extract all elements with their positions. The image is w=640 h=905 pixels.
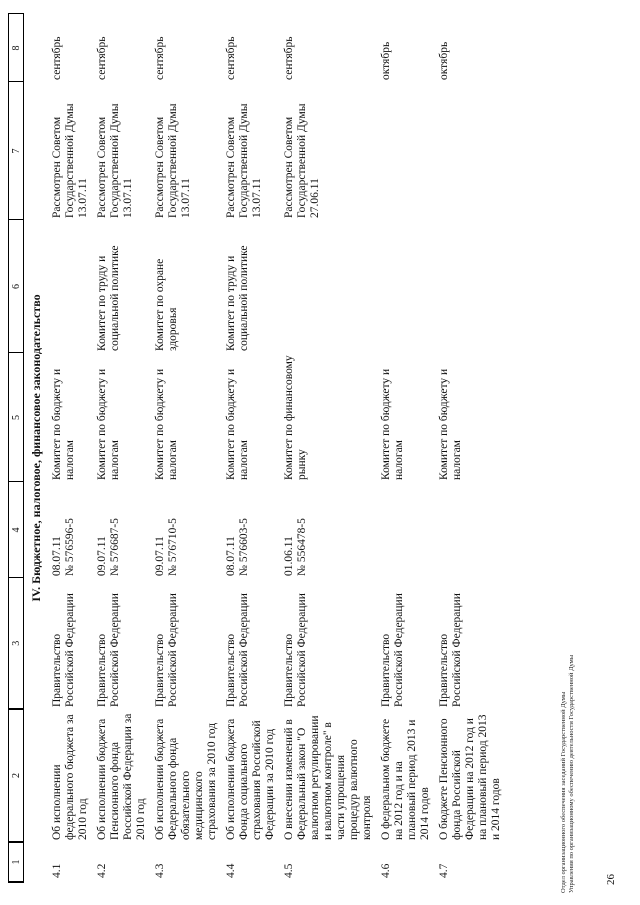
cell-reg: 09.07.11 № 576687-5 xyxy=(96,518,121,576)
cell-status: Рассмотрен Советом Государственной Думы 13.07.11 xyxy=(225,103,263,218)
cell-committee: Комитет по бюджету и налогам xyxy=(438,368,463,480)
cell-status xyxy=(436,82,507,220)
col-num-6: 6 xyxy=(9,220,24,353)
cell-initiator: Правительство Российской Федерации xyxy=(438,593,463,707)
column-number-row xyxy=(9,14,24,882)
cell-reg xyxy=(378,482,436,578)
cell-title: О бюджете Пенсионного фонда Российской Федерации на 2012 год и на плановый период 2013 и 2014 годов xyxy=(438,714,502,840)
cell-month: октябрь xyxy=(438,41,450,80)
col-num-4: 4 xyxy=(9,482,24,578)
cell-title: Об исполнении бюджета Фонда социального страхования Российской Федерации за 2010 год xyxy=(225,718,276,840)
cell-committee: Комитет по бюджету и налогам xyxy=(51,368,76,480)
col-num-8: 8 xyxy=(9,14,24,82)
cell-co-committee xyxy=(49,220,94,353)
cell-co-committee: Комитет по труду и социальной политике xyxy=(225,245,250,351)
cell-committee: Комитет по бюджету и налогам xyxy=(154,368,179,480)
cell-initiator: Правительство Российской Федерации xyxy=(225,593,250,707)
cell-status: Рассмотрен Советом Государственной Думы 13.07.11 xyxy=(51,103,89,218)
footer xyxy=(560,655,576,893)
cell-title: Об исполнении бюджета Федерального фонда обязательного медицинского страхования за 2010 год xyxy=(154,718,218,840)
table-row xyxy=(152,14,223,882)
cell-reg xyxy=(436,482,507,578)
cell-num: 4.6 xyxy=(380,863,392,878)
cell-reg: 08.07.11 № 576603-5 xyxy=(225,518,250,576)
section-title: IV. Бюджетное, налоговое, финансовое законодательство xyxy=(29,294,43,602)
cell-num: 4.3 xyxy=(154,863,166,878)
cell-initiator: Правительство Российской Федерации xyxy=(283,593,308,707)
page-number: 26 xyxy=(605,874,617,885)
cell-committee: Комитет по бюджету и налогам xyxy=(380,368,405,480)
cell-initiator: Правительство Российской Федерации xyxy=(380,593,405,707)
cell-initiator: Правительство Российской Федерации xyxy=(96,593,121,707)
cell-committee: Комитет по бюджету и налогам xyxy=(96,368,121,480)
cell-co-committee xyxy=(436,220,507,353)
footer-line-2: Управления по организационному обеспечению деятельности Государственной Думы xyxy=(568,654,575,893)
cell-num: 4.1 xyxy=(51,863,63,878)
table-row xyxy=(49,14,94,882)
table-row xyxy=(223,14,281,882)
cell-month: сентябрь xyxy=(154,36,166,80)
cell-num: 4.7 xyxy=(438,863,450,878)
section-row xyxy=(24,14,50,882)
col-num-3: 3 xyxy=(9,578,24,709)
cell-reg: 01.06.11 № 556478-5 xyxy=(283,518,308,576)
table-row xyxy=(281,14,378,882)
cell-month: октябрь xyxy=(380,41,392,80)
table-row xyxy=(436,14,507,882)
cell-co-committee: Комитет по труду и социальной политике xyxy=(96,245,121,351)
table-row xyxy=(94,14,152,882)
cell-title: Об исполнении федерального бюджета за 2010 год xyxy=(51,714,89,840)
cell-title: О внесении изменений в Федеральный закон "О валютном регулировании и валютном контроле" в части упрощения процедур валютного контроля xyxy=(283,715,373,840)
cell-num: 4.4 xyxy=(225,863,237,878)
legislation-table xyxy=(8,14,507,884)
cell-num: 4.2 xyxy=(96,863,108,878)
col-num-7: 7 xyxy=(9,82,24,220)
cell-status: Рассмотрен Советом Государственной Думы 13.07.11 xyxy=(96,103,134,218)
cell-title: О федеральном бюджете на 2012 год и на плановый период 2013 и 2014 годов xyxy=(380,718,431,840)
cell-initiator: Правительство Российской Федерации xyxy=(154,593,179,707)
cell-num: 4.5 xyxy=(283,863,295,878)
cell-reg: 09.07.11 № 576710-5 xyxy=(154,518,179,576)
footer-line-1: Отдел организационного обеспечения заседаний Государственной Думы xyxy=(560,691,567,893)
cell-reg: 08.07.11 № 576596-5 xyxy=(51,518,76,576)
col-num-1: 1 xyxy=(9,842,24,882)
cell-month: сентябрь xyxy=(283,36,295,80)
cell-month: сентябрь xyxy=(51,36,63,80)
table-row xyxy=(378,14,436,882)
cell-co-committee: Комитет по охране здоровья xyxy=(154,258,179,351)
cell-status xyxy=(378,82,436,220)
cell-month: сентябрь xyxy=(225,36,237,80)
col-num-2: 2 xyxy=(9,709,24,842)
col-num-5: 5 xyxy=(9,353,24,482)
cell-status: Рассмотрен Советом Государственной Думы 13.07.11 xyxy=(154,103,192,218)
cell-status: Рассмотрен Советом Государственной Думы 27.06.11 xyxy=(283,103,321,218)
cell-title: Об исполнении бюджета Пенсионного фонда Российской Федерации за 2010 год xyxy=(96,713,147,840)
cell-committee: Комитет по финансовому рынку xyxy=(283,355,308,480)
cell-committee: Комитет по бюджету и налогам xyxy=(225,368,250,480)
cell-co-committee xyxy=(281,220,378,353)
cell-initiator: Правительство Российской Федерации xyxy=(51,593,76,707)
cell-month: сентябрь xyxy=(96,36,108,80)
cell-co-committee xyxy=(378,220,436,353)
